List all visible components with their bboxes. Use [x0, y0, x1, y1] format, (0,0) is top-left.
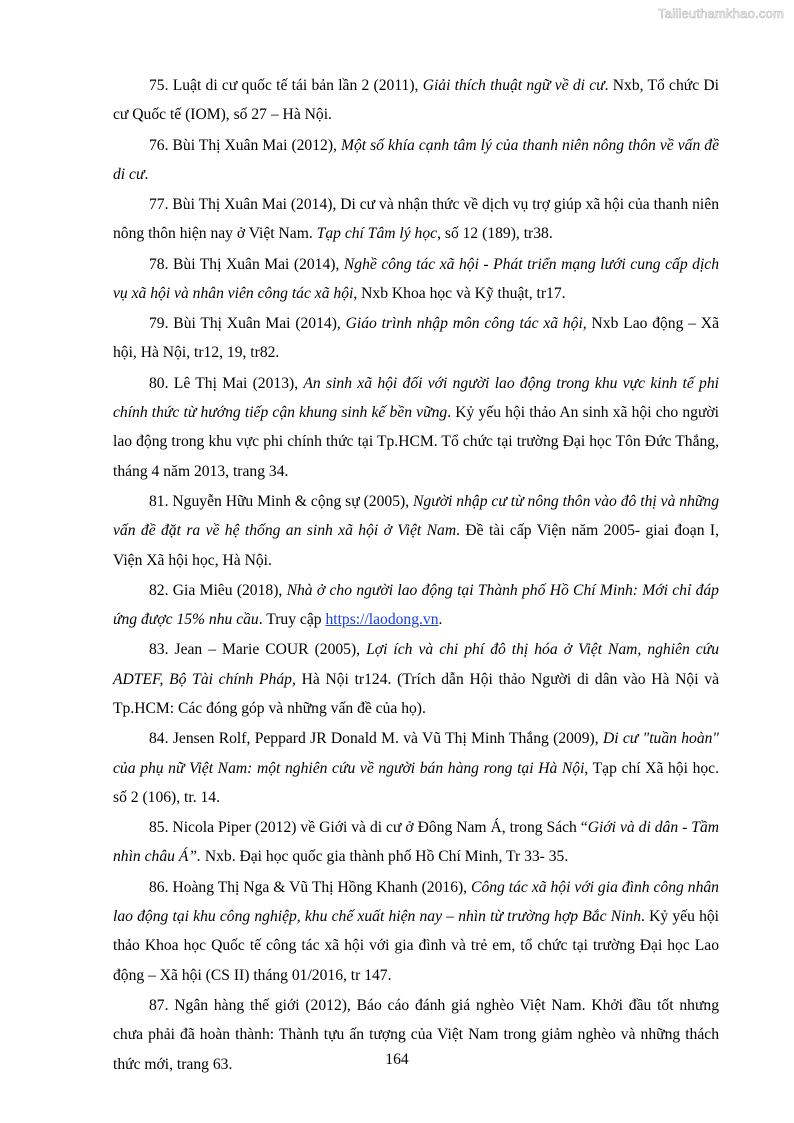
reference-item — [113, 724, 719, 812]
page-number: 164 — [385, 1051, 409, 1068]
reference-text: . Truy cập — [258, 611, 326, 629]
reference-item — [113, 635, 719, 723]
reference-text: , Tạp chí Xã hội học. số 2 (106), tr. 14. — [113, 759, 719, 806]
reference-title: Một số khía cạnh tâm lý của thanh niên nông thôn về vấn đề di cư — [113, 136, 719, 183]
reference-text: 83. Jean – Marie COUR (2005), — [149, 641, 367, 659]
reference-item — [113, 190, 719, 249]
reference-title: Công tác xã hội với gia đình công nhân lao động tại khu công nghiệp, khu chế xuất hiện nay – nhìn từ trường hợp Bắc Ninh — [113, 878, 719, 925]
reference-list — [113, 71, 719, 1080]
reference-item — [113, 309, 719, 368]
reference-item — [113, 369, 719, 487]
reference-text: 85. Nicola Piper (2012) về Giới và di cư ở Đông Nam Á, trong Sách “ — [149, 819, 588, 837]
reference-title: Lợi ích và chi phí đô thị hóa ở Việt Nam, nghiên cứu ADTEF, Bộ Tài chính Pháp, — [113, 641, 719, 688]
watermark: Tailieuthamkhao.com — [658, 6, 784, 21]
reference-text: 87. Ngân hàng thế giới (2012), Báo cáo đánh giá nghèo Việt Nam. Khởi đầu tốt nhưng chưa phải đã hoàn thành: Thành tựu ấn tượng của Việt Nam trong giảm nghèo và những thách thức mới, trang 63. — [113, 996, 719, 1073]
reference-title: Người nhập cư từ nông thôn vào đô thị và những vấn đề đặt ra về hệ thống an sinh xã hội ở Việt Nam — [113, 492, 719, 540]
reference-text: . Kỷ yếu hội thảo Khoa học Quốc tế công tác xã hội với gia đình và trẻ em, tổ chức tại trường Đại học Lao động – Xã hội (CS II) tháng 01/2016, tr 147. — [113, 907, 720, 984]
reference-text: 77. Bùi Thị Xuân Mai (2014), Di cư và nhận thức về dịch vụ trợ giúp xã hội của thanh niên nông thôn hiện nay ở Việt Nam. — [113, 196, 719, 243]
reference-title: Giáo trình nhập môn công tác xã hội, — [345, 315, 587, 332]
reference-item — [113, 71, 719, 130]
reference-text: . Nxb, Tổ chức Di cư Quốc tế (IOM), số 27 – Hà Nội. — [113, 77, 719, 124]
reference-text: . Kỷ yếu hội thảo An sinh xã hội cho người lao động trong khu vực phi chính thức tại Tp.HCM. Tổ chức tại trường Đại học Tôn Đức Thắng, tháng 4 năm 2013, trang 34. — [113, 403, 719, 480]
reference-title: Tạp chí Tâm lý học — [316, 225, 438, 243]
reference-title: Nghề công tác xã hội - Phát triển mạng lưới cung cấp dịch vụ xã hội và nhân viên công tác xã hội — [113, 255, 720, 302]
reference-text: , số 12 (189), tr38. — [437, 225, 553, 243]
reference-item — [113, 576, 719, 635]
reference-text: 84. Jensen Rolf, Peppard JR Donald M. và Vũ Thị Minh Thắng (2009), — [149, 730, 603, 748]
reference-item — [113, 487, 719, 575]
reference-title: Nhà ở cho người lao động tại Thành phố Hồ Chí Minh: Mới chỉ đáp ứng được 15% nhu cầu — [113, 581, 719, 629]
reference-item — [113, 250, 719, 309]
reference-title: Giải thích thuật ngữ về di cư — [422, 77, 605, 94]
reference-text: 75. Luật di cư quốc tế tái bản lần 2 (2011), — [149, 77, 423, 94]
reference-item — [113, 131, 719, 190]
reference-text: 86. Hoàng Thị Nga & Vũ Thị Hồng Khanh (2016), — [149, 878, 472, 896]
reference-text: 81. Nguyễn Hữu Minh & cộng sự (2005), — [149, 492, 414, 510]
reference-title: Giới và di dân - Tầm nhìn châu Á”. — [113, 819, 719, 866]
reference-text: Nxb. Đại học quốc gia thành phố Hồ Chí Minh, Tr 33- 35. — [200, 848, 569, 866]
reference-text: Hà Nội tr124. (Trích dẫn Hội thảo Người di dân vào Hà Nội và Tp.HCM: Các đóng góp và những vấn đề của họ). — [113, 670, 720, 718]
reference-text: 78. Bùi Thị Xuân Mai (2014), — [149, 255, 344, 273]
reference-text: 80. Lê Thị Mai (2013), — [149, 374, 304, 392]
reference-title: Di cư "tuần hoàn" của phụ nữ Việt Nam: một nghiên cứu về người bán hàng rong tại Hà Nội — [113, 730, 719, 777]
reference-text: Nxb Lao động – Xã hội, Hà Nội, tr12, 19, tr82. — [113, 315, 719, 362]
reference-title: An sinh xã hội đối với người lao động trong khu vực kinh tế phi chính thức từ hướng tiếp cận khung sinh kế bền vững — [113, 374, 719, 421]
reference-text: 79. Bùi Thị Xuân Mai (2014), — [149, 315, 346, 332]
reference-item — [113, 813, 719, 872]
reference-link[interactable]: https://laodong.vn — [325, 611, 439, 629]
reference-text: , Nxb Khoa học và Kỹ thuật, tr17. — [353, 284, 566, 302]
reference-text: 82. Gia Miêu (2018), — [149, 581, 287, 599]
reference-text: . — [438, 611, 443, 629]
reference-item — [113, 873, 719, 991]
reference-text: . — [144, 165, 149, 183]
reference-text: 76. Bùi Thị Xuân Mai (2012), — [149, 136, 341, 154]
reference-text: . Đề tài cấp Viện năm 2005- giai đoạn I, Viện Xã hội học, Hà Nội. — [113, 522, 720, 569]
